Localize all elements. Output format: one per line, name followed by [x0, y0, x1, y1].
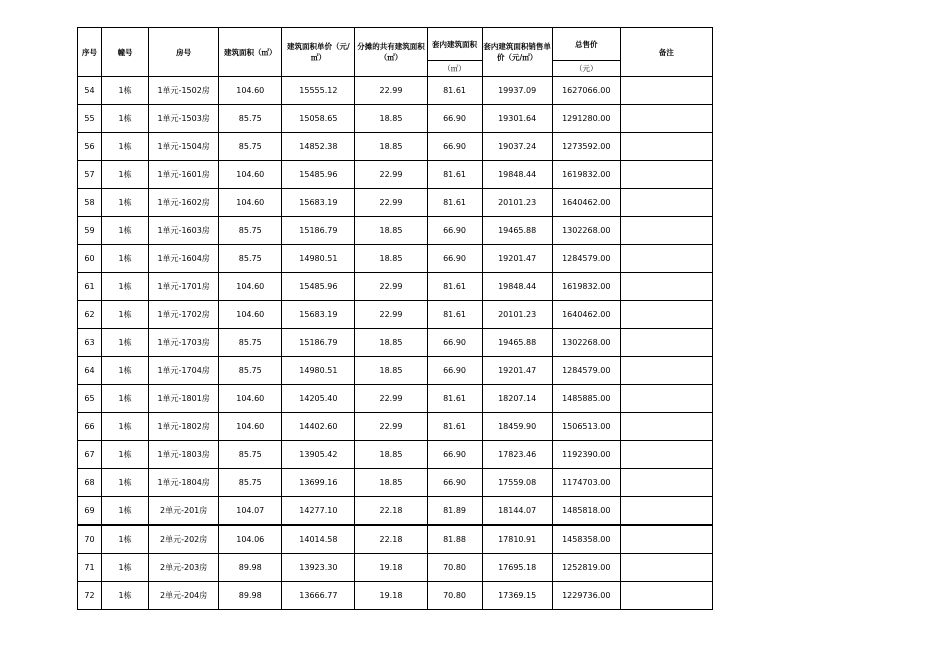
table-row	[78, 273, 713, 301]
cell-inner-area: 81.61	[427, 189, 482, 217]
cell-inner-price: 18459.90	[482, 413, 552, 441]
cell-room: 2单元-201房	[149, 497, 219, 526]
cell-area: 104.60	[219, 189, 282, 217]
cell-building: 1栋	[102, 385, 149, 413]
cell-building: 1栋	[102, 413, 149, 441]
cell-inner-price: 19465.88	[482, 329, 552, 357]
cell-room: 2单元-202房	[149, 525, 219, 554]
cell-area-price: 14277.10	[282, 497, 355, 526]
cell-area-price: 14402.60	[282, 413, 355, 441]
header-total: 总售价	[552, 28, 620, 61]
cell-total: 1252819.00	[552, 554, 620, 582]
cell-total: 1485818.00	[552, 497, 620, 526]
cell-area: 104.60	[219, 273, 282, 301]
cell-shared: 22.99	[355, 77, 427, 105]
cell-inner-price: 20101.23	[482, 301, 552, 329]
cell-area: 85.75	[219, 357, 282, 385]
cell-note	[620, 385, 712, 413]
cell-area-price: 13923.30	[282, 554, 355, 582]
cell-seq: 59	[78, 217, 102, 245]
cell-room: 1单元-1503房	[149, 105, 219, 133]
cell-building: 1栋	[102, 357, 149, 385]
cell-inner-area: 66.90	[427, 245, 482, 273]
cell-inner-area: 66.90	[427, 441, 482, 469]
cell-building: 1栋	[102, 105, 149, 133]
cell-seq: 69	[78, 497, 102, 526]
cell-inner-area: 66.90	[427, 105, 482, 133]
cell-seq: 60	[78, 245, 102, 273]
cell-seq: 65	[78, 385, 102, 413]
cell-room: 1单元-1504房	[149, 133, 219, 161]
header-inner-area: 套内建筑面积	[427, 28, 482, 61]
cell-inner-area: 66.90	[427, 357, 482, 385]
cell-inner-price: 19201.47	[482, 245, 552, 273]
cell-total: 1619832.00	[552, 161, 620, 189]
cell-area: 85.75	[219, 105, 282, 133]
cell-note	[620, 469, 712, 497]
cell-inner-area: 66.90	[427, 469, 482, 497]
cell-shared: 18.85	[355, 245, 427, 273]
cell-note	[620, 582, 712, 610]
cell-total: 1174703.00	[552, 469, 620, 497]
cell-total: 1627066.00	[552, 77, 620, 105]
header-building: 幢号	[102, 28, 149, 77]
table-row	[78, 189, 713, 217]
cell-room: 1单元-1803房	[149, 441, 219, 469]
cell-shared: 22.18	[355, 525, 427, 554]
cell-seq: 55	[78, 105, 102, 133]
cell-total: 1192390.00	[552, 441, 620, 469]
cell-room: 1单元-1704房	[149, 357, 219, 385]
cell-shared: 22.99	[355, 161, 427, 189]
cell-note	[620, 554, 712, 582]
cell-area-price: 13666.77	[282, 582, 355, 610]
table-row	[78, 161, 713, 189]
cell-building: 1栋	[102, 245, 149, 273]
cell-building: 1栋	[102, 133, 149, 161]
cell-shared: 18.85	[355, 217, 427, 245]
table-row	[78, 554, 713, 582]
cell-inner-area: 81.89	[427, 497, 482, 526]
cell-shared: 19.18	[355, 582, 427, 610]
cell-shared: 18.85	[355, 105, 427, 133]
cell-total: 1284579.00	[552, 357, 620, 385]
table-row	[78, 413, 713, 441]
cell-area-price: 15485.96	[282, 161, 355, 189]
table-header	[78, 28, 713, 77]
cell-area-price: 15555.12	[282, 77, 355, 105]
cell-area: 104.60	[219, 413, 282, 441]
cell-inner-area: 81.61	[427, 385, 482, 413]
cell-seq: 72	[78, 582, 102, 610]
cell-building: 1栋	[102, 217, 149, 245]
cell-inner-price: 19301.64	[482, 105, 552, 133]
cell-area: 104.60	[219, 301, 282, 329]
cell-seq: 54	[78, 77, 102, 105]
cell-room: 1单元-1604房	[149, 245, 219, 273]
cell-seq: 61	[78, 273, 102, 301]
cell-shared: 18.85	[355, 469, 427, 497]
cell-area: 85.75	[219, 217, 282, 245]
cell-shared: 22.99	[355, 385, 427, 413]
cell-total: 1640462.00	[552, 189, 620, 217]
header-area: 建筑面积（㎡）	[219, 28, 282, 77]
cell-note	[620, 273, 712, 301]
cell-room: 2单元-204房	[149, 582, 219, 610]
cell-note	[620, 77, 712, 105]
cell-shared: 22.99	[355, 189, 427, 217]
cell-area-price: 15683.19	[282, 189, 355, 217]
header-total-unit: （元）	[552, 61, 620, 77]
cell-building: 1栋	[102, 582, 149, 610]
cell-note	[620, 357, 712, 385]
cell-inner-price: 17810.91	[482, 525, 552, 554]
cell-room: 1单元-1502房	[149, 77, 219, 105]
cell-inner-area: 66.90	[427, 329, 482, 357]
cell-inner-price: 19848.44	[482, 161, 552, 189]
cell-inner-price: 19201.47	[482, 357, 552, 385]
cell-total: 1506513.00	[552, 413, 620, 441]
cell-seq: 71	[78, 554, 102, 582]
cell-total: 1284579.00	[552, 245, 620, 273]
cell-area-price: 15186.79	[282, 217, 355, 245]
cell-note	[620, 161, 712, 189]
table-row	[78, 217, 713, 245]
cell-inner-price: 19465.88	[482, 217, 552, 245]
cell-area-price: 14980.51	[282, 245, 355, 273]
cell-area-price: 15485.96	[282, 273, 355, 301]
cell-total: 1229736.00	[552, 582, 620, 610]
cell-shared: 22.99	[355, 273, 427, 301]
cell-area-price: 14205.40	[282, 385, 355, 413]
cell-seq: 62	[78, 301, 102, 329]
header-area-price: 建筑面积单价（元/㎡）	[282, 28, 355, 77]
cell-inner-price: 17695.18	[482, 554, 552, 582]
cell-total: 1302268.00	[552, 217, 620, 245]
cell-inner-area: 81.61	[427, 161, 482, 189]
cell-area: 89.98	[219, 582, 282, 610]
cell-area: 85.75	[219, 441, 282, 469]
cell-inner-area: 81.61	[427, 77, 482, 105]
cell-note	[620, 189, 712, 217]
cell-note	[620, 413, 712, 441]
cell-room: 1单元-1801房	[149, 385, 219, 413]
cell-seq: 63	[78, 329, 102, 357]
cell-inner-area: 81.61	[427, 413, 482, 441]
cell-building: 1栋	[102, 441, 149, 469]
table-row	[78, 525, 713, 554]
cell-room: 1单元-1601房	[149, 161, 219, 189]
cell-building: 1栋	[102, 329, 149, 357]
cell-building: 1栋	[102, 273, 149, 301]
cell-room: 1单元-1702房	[149, 301, 219, 329]
cell-note	[620, 133, 712, 161]
price-table	[77, 27, 713, 610]
cell-total: 1273592.00	[552, 133, 620, 161]
cell-seq: 67	[78, 441, 102, 469]
cell-area: 104.60	[219, 161, 282, 189]
cell-area: 85.75	[219, 133, 282, 161]
cell-inner-price: 17823.46	[482, 441, 552, 469]
cell-total: 1291280.00	[552, 105, 620, 133]
table-row	[78, 301, 713, 329]
cell-building: 1栋	[102, 497, 149, 526]
cell-room: 1单元-1802房	[149, 413, 219, 441]
cell-note	[620, 105, 712, 133]
cell-area-price: 14980.51	[282, 357, 355, 385]
cell-area-price: 15186.79	[282, 329, 355, 357]
cell-note	[620, 217, 712, 245]
cell-note	[620, 497, 712, 526]
cell-total: 1640462.00	[552, 301, 620, 329]
cell-note	[620, 329, 712, 357]
cell-total: 1302268.00	[552, 329, 620, 357]
cell-building: 1栋	[102, 161, 149, 189]
cell-shared: 19.18	[355, 554, 427, 582]
cell-inner-area: 66.90	[427, 217, 482, 245]
cell-shared: 22.18	[355, 497, 427, 526]
table-row	[78, 441, 713, 469]
cell-area-price: 14014.58	[282, 525, 355, 554]
cell-shared: 22.99	[355, 413, 427, 441]
cell-area-price: 13905.42	[282, 441, 355, 469]
table-row	[78, 385, 713, 413]
cell-building: 1栋	[102, 525, 149, 554]
cell-area-price: 15058.65	[282, 105, 355, 133]
cell-area: 85.75	[219, 469, 282, 497]
cell-area: 104.06	[219, 525, 282, 554]
cell-room: 1单元-1701房	[149, 273, 219, 301]
cell-note	[620, 301, 712, 329]
cell-seq: 56	[78, 133, 102, 161]
cell-shared: 22.99	[355, 301, 427, 329]
cell-room: 1单元-1603房	[149, 217, 219, 245]
table-row	[78, 133, 713, 161]
cell-inner-price: 19937.09	[482, 77, 552, 105]
table-body	[78, 77, 713, 610]
cell-inner-area: 81.61	[427, 301, 482, 329]
cell-room: 1单元-1703房	[149, 329, 219, 357]
header-note: 备注	[620, 28, 712, 77]
cell-inner-area: 81.61	[427, 273, 482, 301]
cell-area-price: 15683.19	[282, 301, 355, 329]
cell-area: 85.75	[219, 329, 282, 357]
table-row	[78, 357, 713, 385]
header-inner-price: 套内建筑面积销售单价（元/㎡）	[482, 28, 552, 77]
cell-inner-area: 81.88	[427, 525, 482, 554]
cell-inner-price: 18207.14	[482, 385, 552, 413]
cell-area-price: 14852.38	[282, 133, 355, 161]
cell-building: 1栋	[102, 189, 149, 217]
cell-room: 2单元-203房	[149, 554, 219, 582]
cell-area: 85.75	[219, 245, 282, 273]
cell-seq: 58	[78, 189, 102, 217]
cell-inner-area: 70.80	[427, 554, 482, 582]
cell-inner-area: 70.80	[427, 582, 482, 610]
cell-building: 1栋	[102, 301, 149, 329]
table-row	[78, 105, 713, 133]
cell-note	[620, 525, 712, 554]
cell-shared: 18.85	[355, 133, 427, 161]
header-inner-area-unit: （㎡）	[427, 61, 482, 77]
table-row	[78, 497, 713, 526]
table-row	[78, 329, 713, 357]
cell-total: 1485885.00	[552, 385, 620, 413]
cell-inner-price: 19848.44	[482, 273, 552, 301]
cell-building: 1栋	[102, 469, 149, 497]
cell-area: 89.98	[219, 554, 282, 582]
cell-total: 1458358.00	[552, 525, 620, 554]
cell-seq: 68	[78, 469, 102, 497]
header-shared-area: 分摊的共有建筑面积（㎡）	[355, 28, 427, 77]
cell-seq: 57	[78, 161, 102, 189]
cell-inner-price: 17559.08	[482, 469, 552, 497]
cell-inner-area: 66.90	[427, 133, 482, 161]
cell-seq: 66	[78, 413, 102, 441]
table-row	[78, 245, 713, 273]
cell-room: 1单元-1602房	[149, 189, 219, 217]
cell-area-price: 13699.16	[282, 469, 355, 497]
cell-note	[620, 245, 712, 273]
cell-room: 1单元-1804房	[149, 469, 219, 497]
cell-shared: 18.85	[355, 329, 427, 357]
table-row	[78, 77, 713, 105]
cell-seq: 70	[78, 525, 102, 554]
cell-building: 1栋	[102, 77, 149, 105]
cell-seq: 64	[78, 357, 102, 385]
cell-inner-price: 17369.15	[482, 582, 552, 610]
cell-inner-price: 18144.07	[482, 497, 552, 526]
cell-building: 1栋	[102, 554, 149, 582]
table-row	[78, 469, 713, 497]
table-row	[78, 582, 713, 610]
cell-inner-price: 20101.23	[482, 189, 552, 217]
cell-shared: 18.85	[355, 357, 427, 385]
cell-area: 104.07	[219, 497, 282, 526]
header-seq: 序号	[78, 28, 102, 77]
cell-total: 1619832.00	[552, 273, 620, 301]
cell-area: 104.60	[219, 77, 282, 105]
header-room: 房号	[149, 28, 219, 77]
cell-area: 104.60	[219, 385, 282, 413]
cell-shared: 18.85	[355, 441, 427, 469]
cell-inner-price: 19037.24	[482, 133, 552, 161]
cell-note	[620, 441, 712, 469]
